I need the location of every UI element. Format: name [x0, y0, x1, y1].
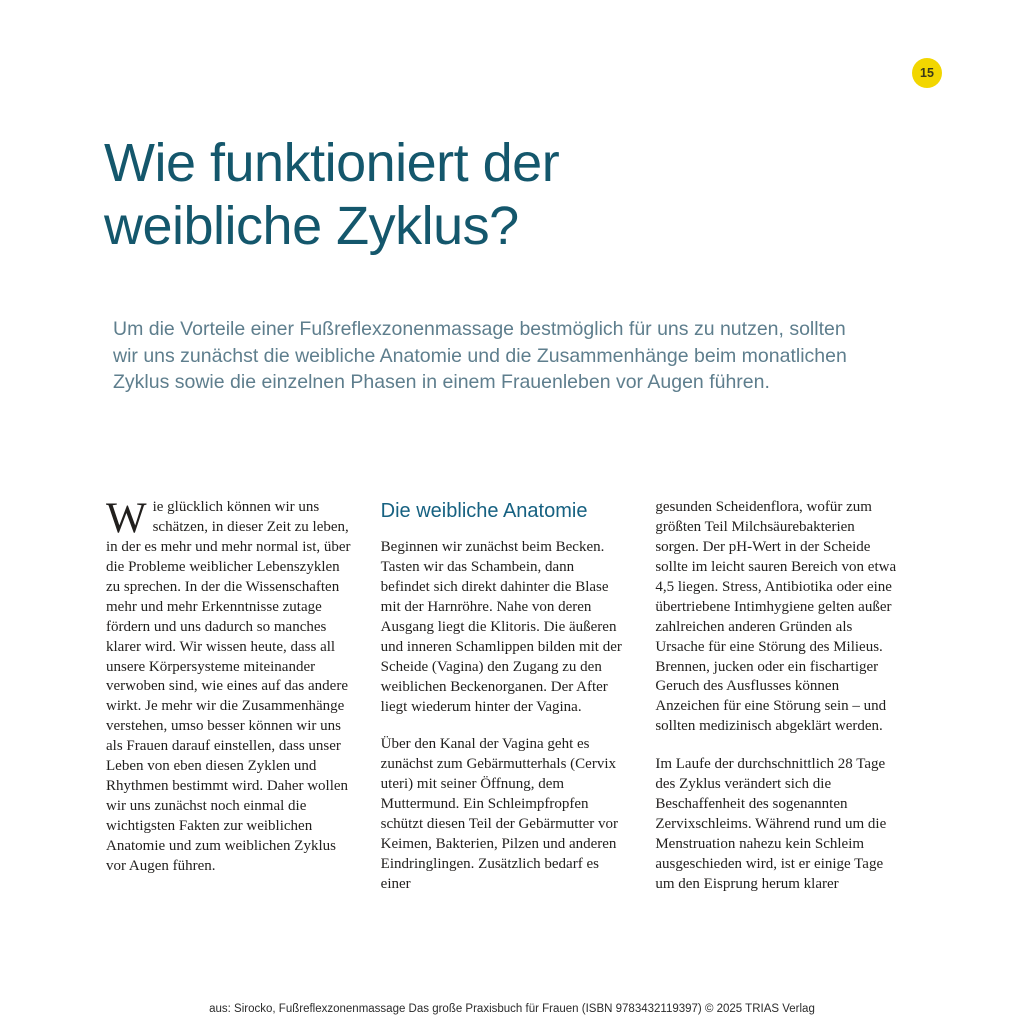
- column-2-paragraph-2: Über den Kanal der Vagina geht es zunächst zum Gebärmutterhals (Cervix uteri) mit seiner Öffnung, dem Muttermund. Ein Schleimpfropfen schützt diesen Teil der Gebärmutter vor Keimen, Bakterien, Pilzen und anderen Eindringlingen. Zusätzlich bedarf es einer: [380, 736, 619, 892]
- page-number: 15: [920, 66, 934, 80]
- page-number-badge: [912, 58, 942, 88]
- column-3: [655, 498, 900, 913]
- page-title: [104, 132, 559, 258]
- column-1-paragraph: [106, 495, 351, 877]
- column-3-paragraph-1: gesunden Scheidenflora, wofür zum größten Teil Milchsäurebakterien sorgen. Der pH-Wert in der Scheide sollte im leicht sauren Bereich von etwa 4,5 liegen. Stress, Antibiotika oder eine übertriebene Intimhygiene gelten außer zahlreichen anderen Gründen als Ursache für eine Störung des Milieus. Brennen, jucken oder ein fischartiger Geruch des Ausflusses können Anzeichen für eine Störung sein – und sollten medizinisch abgeklärt werden.: [655, 499, 897, 735]
- page-title-line-2: weibliche Zyklus?: [104, 196, 519, 257]
- body-columns: [106, 495, 900, 913]
- column-2-paragraph-1: Beginnen wir zunächst beim Becken. Tasten wir das Schambein, dann befindet sich direkt dahinter die Blase mit der Harnröhre. Nahe von deren Ausgang liegt die Klitoris. Die äußeren und inneren Schamlippen bilden mit der Scheide (Vagina) den Zugang zu den weiblichen Beckenorganen. Der After liegt wiederum hinter der Vagina.: [380, 539, 622, 715]
- footer-credit: aus: Sirocko, Fußreflexzonenmassage Das große Praxisbuch für Frauen (ISBN 9783432119397) © 2025 TRIAS Verlag: [209, 1003, 815, 1015]
- intro-paragraph: Um die Vorteile einer Fußreflexzonenmassage bestmöglich für uns zu nutzen, sollten wir uns zunächst die weibliche Anatomie und die Zusammenhänge beim monatlichen Zyklus sowie die einzelnen Phasen in einem Frauenleben vor Augen führen.: [113, 318, 847, 394]
- column-1: [106, 495, 351, 895]
- column-3-paragraph-2: Im Laufe der durchschnittlich 28 Tage des Zyklus verändert sich die Beschaffenheit des sogenannten Zervixschleims. Während rund um die Menstruation nahezu kein Schleim ausgeschieden wird, ist er einige Tage um den Eisprung herum klarer: [655, 756, 887, 892]
- page-title-line-1: Wie funktioniert der: [104, 133, 560, 193]
- drop-cap: W: [106, 495, 147, 542]
- column-2: [381, 498, 626, 913]
- column-1-text: ie glücklich können wir uns schätzen, in dieser Zeit zu leben, in der es mehr und mehr normal ist, über die Probleme weiblicher Lebenszyklen zu sprechen. In der die Wissenschaften mehr und mehr Erkenntnisse zutage fördern und uns dadurch so manches klarer wird. Wir wissen heute, dass all unsere Körpersysteme miteinander verwoben sind, wie eines auf das andere wirkt. Je mehr wir die Zusammenhänge verstehen, umso besser können wir uns als Frauen darauf einstellen, dass unser Leben von eben diesen Zyklen und Rhythmen bestimmt wird. Daher wollen wir uns zunächst noch einmal die wichtigsten Fakten zur weiblichen Anatomie und zum weiblichen Zyklus vor Augen führen.: [106, 499, 351, 874]
- section-heading-anatomie: Die weibliche Anatomie: [380, 500, 588, 522]
